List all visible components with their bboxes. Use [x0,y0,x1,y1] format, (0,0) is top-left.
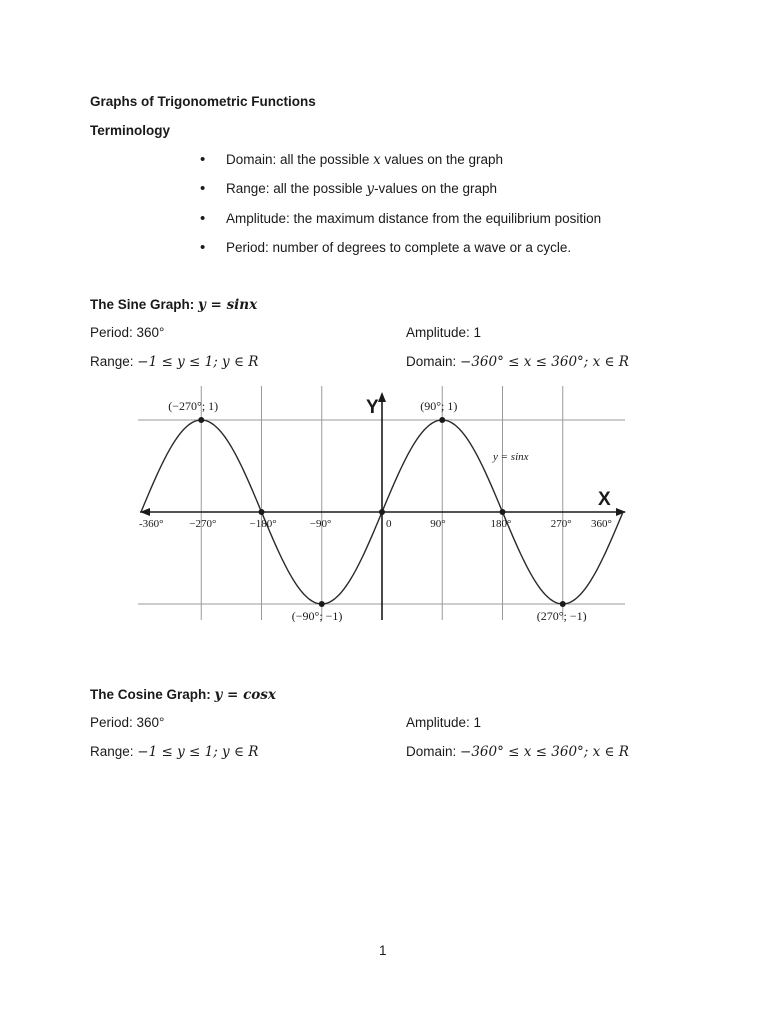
cosine-domain [406,744,629,760]
cosine-period: Period: 360° [90,715,165,730]
cosine-range [90,744,258,760]
term-text: Period: number of degrees to complete a wave or a cycle. [226,239,572,255]
sine-range-math: −1 ≤ y ≤ 1; y ∈ R [137,354,259,370]
data-point [319,601,325,607]
data-point [379,509,385,515]
sine-range [90,354,258,370]
data-point [560,601,566,607]
x-tick-label: 0 [386,518,392,530]
x-tick-label: -360° [139,518,164,530]
cosine-heading-math: y = cosx [214,687,276,703]
point-label: (270°; −1) [536,609,587,622]
point-label: (−270°; 1) [168,399,219,413]
data-point [500,509,506,515]
term-range [200,179,601,208]
data-point [259,509,265,515]
cosine-domain-label: Domain: [406,744,461,759]
term-text: -values on the graph [373,181,498,197]
y-axis-arrow [378,392,386,402]
cosine-range-math: −1 ≤ y ≤ 1; y ∈ R [137,744,259,760]
sine-heading [90,297,257,313]
cosine-range-label: Range: [90,744,138,759]
x-tick-label: 360° [591,518,612,530]
sine-amplitude: Amplitude: 1 [406,325,482,340]
cosine-amplitude: Amplitude: 1 [406,715,482,730]
page-number: 1 [379,943,387,958]
x-tick-label: −270° [189,518,217,530]
term-var: y [366,181,374,198]
term-text: values on the graph [380,152,504,167]
x-axis-label: X [598,489,611,510]
sine-domain [406,354,629,370]
x-tick-label: 180° [490,518,512,530]
term-text: Domain: all the possible [226,152,374,167]
curve-label: y = sinx [493,451,529,463]
sine-domain-label: Domain: [406,354,461,369]
x-tick-label: 270° [550,518,572,530]
sine-heading-math: y = sinx [198,297,258,313]
term-var: x [373,152,381,168]
sine-heading-text: The Sine Graph: [90,297,199,312]
term-amplitude [200,209,601,238]
terminology-list [200,150,601,267]
cosine-heading-text: The Cosine Graph: [90,687,215,702]
page-title: Graphs of Trigonometric Functions [90,94,316,109]
sine-range-label: Range: [90,354,138,369]
point-label: (90°; 1) [420,399,458,413]
cosine-domain-math: −360° ≤ x ≤ 360°; x ∈ R [460,744,629,760]
sine-graph [138,386,628,622]
data-point [439,417,445,423]
x-axis-arrow [616,508,626,516]
term-period [200,238,601,267]
point-label: (−90°; −1) [291,609,343,622]
cosine-heading [90,687,276,703]
y-axis-label: Y [366,397,379,418]
sine-domain-math: −360° ≤ x ≤ 360°; x ∈ R [460,354,629,370]
x-tick-label: −180° [249,518,277,530]
term-text: Amplitude: the maximum distance from the equilibrium position [226,210,602,226]
x-tick-label: 90° [430,518,446,530]
term-text: Range: all the possible [226,181,367,197]
terminology-heading: Terminology [90,123,171,138]
term-domain [200,150,601,179]
sine-period: Period: 360° [90,325,165,340]
data-point [198,417,204,423]
x-tick-label: −90° [309,518,332,530]
